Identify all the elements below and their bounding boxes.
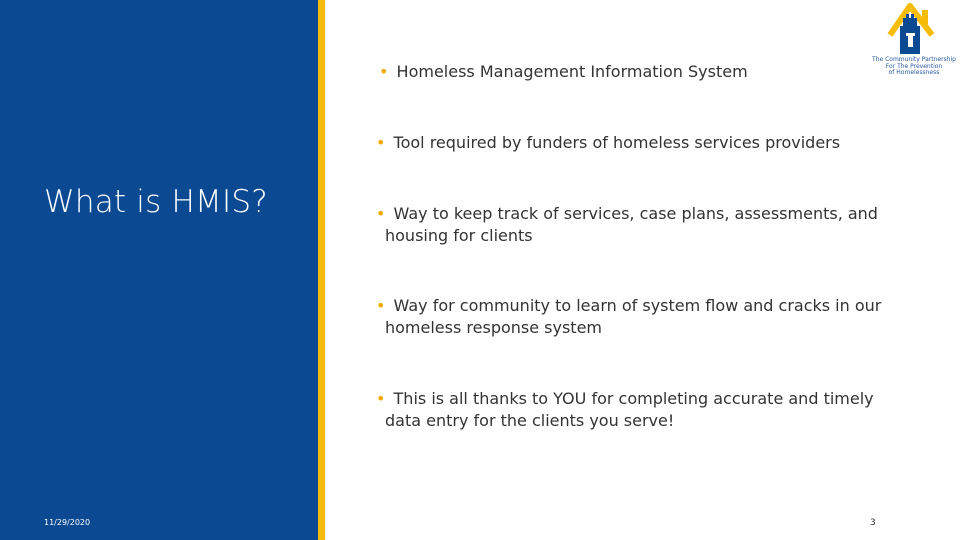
bullet-item: • Way for community to learn of system flow and cracks in our homeless response system [376, 296, 882, 337]
page-number: 3 [870, 518, 876, 528]
left-panel [0, 0, 318, 540]
slide-title: What is HMIS? [44, 184, 268, 220]
bullet-dot-icon: • [376, 389, 386, 408]
bullet-dot-icon: • [376, 133, 386, 152]
bullet-item: • Homeless Management Information System [379, 62, 748, 81]
logo-text: The Community Partnership For The Prevention of Homelessness [872, 56, 956, 76]
bullet-dot-icon: • [376, 204, 386, 223]
bullet-dot-icon: • [379, 62, 389, 81]
bullet-item: • Way to keep track of services, case plans, assessments, and housing for clients [376, 204, 878, 245]
bullet-item: • This is all thanks to YOU for completing accurate and timely data entry for the clients you serve! [376, 389, 874, 430]
bullet-dot-icon: • [376, 296, 386, 315]
accent-bar [318, 0, 325, 540]
bullet-item: • Tool required by funders of homeless services providers [376, 133, 841, 152]
slide-date: 11/29/2020 [44, 518, 91, 527]
